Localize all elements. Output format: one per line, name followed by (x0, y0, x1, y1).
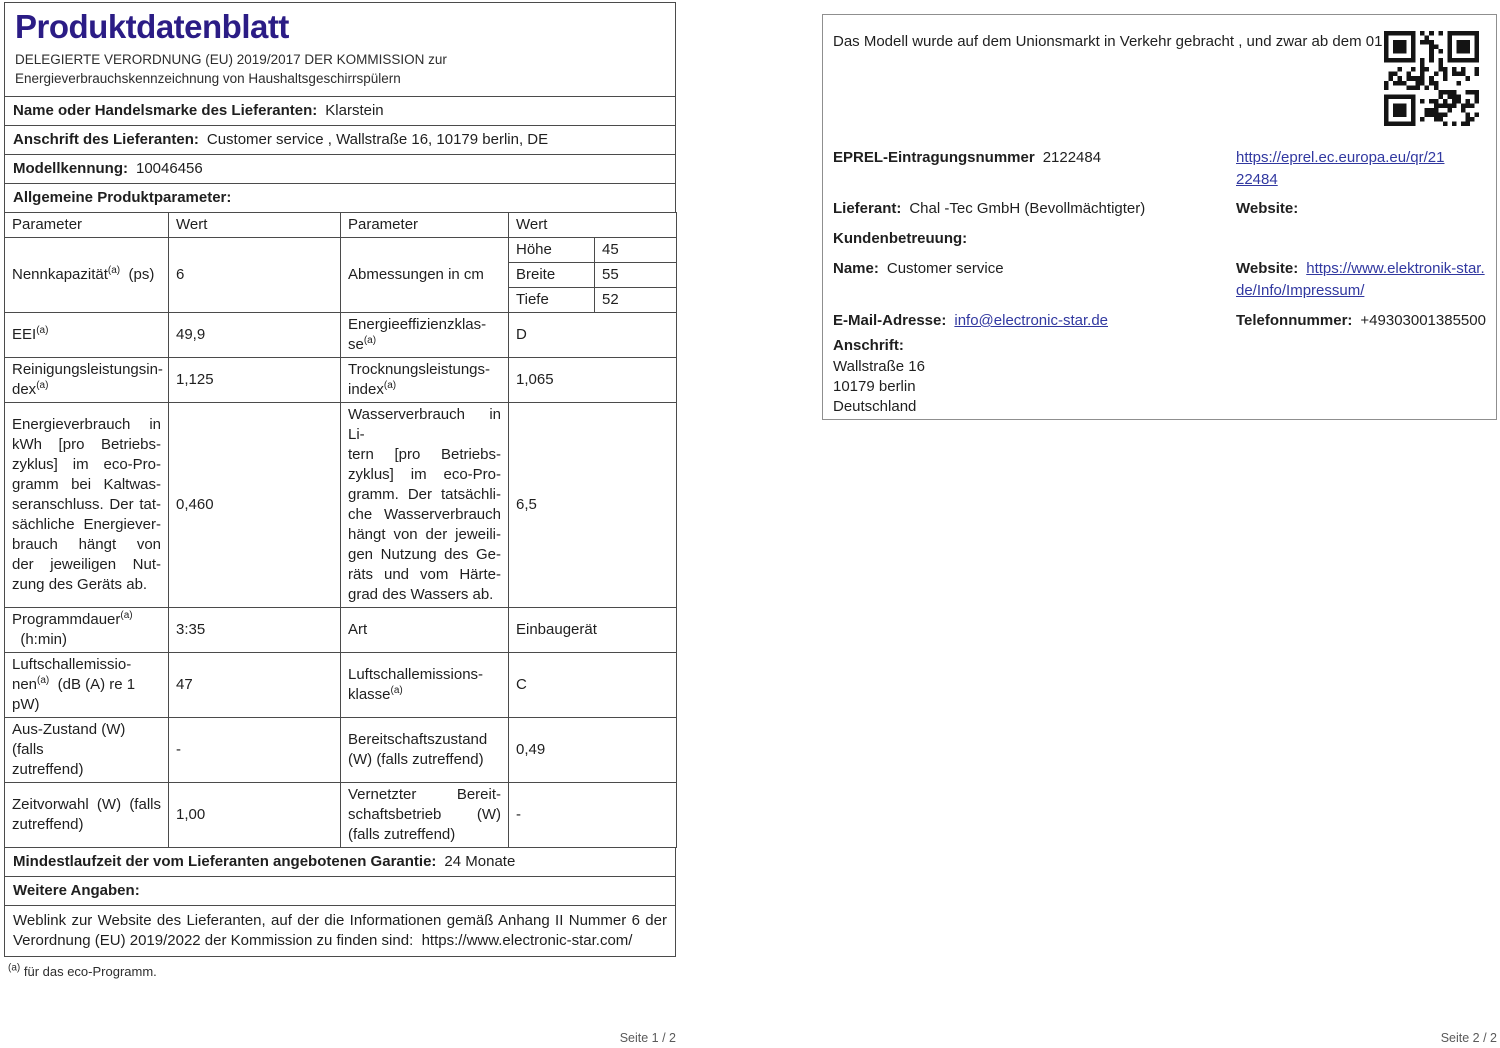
eprel-number-value: 2122484 (1042, 149, 1102, 166)
model-id-label: Modellkennung: (13, 160, 128, 177)
supplier-address-value: Customer service , Wallstraße 16, 10179 berlin, DE (206, 131, 549, 148)
page-2-footer: Seite 2 / 2 (1440, 1031, 1497, 1045)
value-cell-drying-index: 1,065 (509, 358, 677, 403)
supplier-value: Chal -Tec GmbH (Bevollmächtigter) (909, 200, 1146, 217)
value-cell-cleaning-index: 1,125 (169, 358, 341, 403)
contact-name-value: Customer service (886, 260, 1004, 277)
value-cell-capacity: 6 (169, 238, 341, 313)
param-cell-noise-emissions: Luftschallemissio- nen$^{(a)}$ (dB (A) re 1 pW) (5, 653, 169, 718)
value-cell-standby: 0,49 (509, 718, 677, 783)
supplier-name-label: Name oder Handelsmarke des Lieferanten: (13, 102, 318, 119)
eprel-number-label: EPREL-Eintragungsnummer (833, 149, 1035, 166)
param-cell-water-consumption: Wasserverbrauch in Li- tern [pro Betriebs- zyklus] im eco-Pro- gramm. Der tatsächli- che Wasserverbrauch hängt von der jeweili- gen Nutzung des Ge- räts und vom Härte- grad des Wassers ab. (341, 403, 509, 608)
value-cell-energy-consumption: 0,460 (169, 403, 341, 608)
dim-label-breite: Breite (509, 263, 595, 288)
param-cell-capacity: Nennkapazität$^{(a)}$ (ps) (5, 238, 169, 313)
param-cell-eei: EEI$^{(a)}$ (5, 313, 169, 358)
value-cell-delay-start: 1,00 (169, 783, 341, 848)
warranty-label: Mindestlaufzeit der vom Lieferanten angebotenen Garantie: (13, 853, 437, 870)
supplier-label: Lieferant: (833, 200, 902, 217)
col-header-parameter-1: Parameter (5, 213, 169, 238)
eprel-number-row (833, 147, 1101, 169)
value-cell-off-mode: - (169, 718, 341, 783)
market-placement-text: Das Modell wurde auf dem Unionsmarkt in Verkehr gebracht , und zwar ab dem 01 (833, 33, 1383, 50)
table-header-row (5, 213, 677, 238)
supplier-address-row (4, 125, 676, 155)
postal-address-heading: Anschrift: (833, 337, 904, 354)
warranty-row (4, 847, 676, 877)
dim-label-hoehe: Höhe (509, 238, 595, 263)
contact-name-label: Name: (833, 260, 879, 277)
email-label: E-Mail-Adresse: (833, 312, 947, 329)
header-section (4, 2, 676, 97)
phone-value: +49303001385500 (1360, 312, 1486, 329)
param-cell-energy-consumption: Energieverbrauch in kWh [pro Betriebs- zyklus] im eco-Pro- gramm bei Kaltwas- seranschluss. Der tat- sächliche Energiever- brauch hängt von der jeweiligen Nut- zung des Geräts ab. (5, 403, 169, 608)
weblink-row: Weblink zur Website des Lieferanten, auf der die Informationen gemäß Anhang II Nummer 6 der Verordnung (EU) 2019/2022 der Kommission zu finden sind: https://www.electronic-star.com/ (4, 905, 676, 957)
impressum-link-line-1[interactable]: https://www.elektronik-star. (1306, 260, 1485, 277)
value-cell-noise-class: C (509, 653, 677, 718)
table-row-eei (5, 313, 677, 358)
col-header-wert-2: Wert (509, 213, 677, 238)
more-info-heading: Weitere Angaben: (4, 876, 676, 906)
email-row (833, 310, 1108, 332)
dim-value-tiefe: 52 (595, 288, 677, 313)
footnote-eco-program: $^{(a)}$ für das eco-Programm. (8, 962, 157, 979)
product-datasheet-page-1 (4, 2, 676, 979)
table-row-noise (5, 653, 677, 718)
value-cell-networked-standby: - (509, 783, 677, 848)
param-cell-networked-standby: Vernetzter Bereit- schaftsbetrieb (W) (falls zutreffend) (341, 783, 509, 848)
eprel-qr-link[interactable]: https://eprel.ec.europa.eu/qr/21 22484 (1236, 149, 1445, 188)
value-cell-type: Einbaugerät (509, 608, 677, 653)
table-row-delay-networked (5, 783, 677, 848)
warranty-value: 24 Monate (444, 853, 516, 870)
dim-label-tiefe: Tiefe (509, 288, 595, 313)
value-cell-energy-class: D (509, 313, 677, 358)
col-header-wert-1: Wert (169, 213, 341, 238)
product-datasheet-page-2 (822, 14, 1497, 420)
website-label-2: Website: (1236, 260, 1299, 277)
phone-row (1236, 310, 1486, 332)
param-cell-delay-start: Zeitvorwahl (W) (falls zutreffend) (5, 783, 169, 848)
page-title: Produktdatenblatt (15, 8, 289, 45)
impressum-link-line-2[interactable]: de/Info/Impressum/ (1236, 282, 1365, 299)
value-cell-noise-emissions: 47 (169, 653, 341, 718)
supplier-address-label: Anschrift des Lieferanten: (13, 131, 199, 148)
regulation-subtitle: DELEGIERTE VERORDNUNG (EU) 2019/2017 DER KOMMISSION zur Energieverbrauchskennzeichnung von Haushaltsgeschirrspülern (15, 52, 447, 86)
qr-code-icon (1384, 31, 1479, 126)
table-row-duration-type (5, 608, 677, 653)
phone-label: Telefonnummer: (1236, 312, 1353, 329)
param-cell-off-mode: Aus-Zustand (W) (falls zutreffend) (5, 718, 169, 783)
param-cell-program-duration: Programmdauer$^{(a)}$ (h:min) (5, 608, 169, 653)
param-cell-type: Art (341, 608, 509, 653)
supplier-name-row (4, 96, 676, 126)
website-label-1: Website: (1236, 200, 1299, 217)
customer-care-heading: Kundenbetreuung: (833, 230, 968, 247)
table-row-energy-water (5, 403, 677, 608)
table-row-capacity-dims (5, 238, 677, 263)
website-row-1 (1236, 198, 1298, 220)
dim-value-breite: 55 (595, 263, 677, 288)
contact-name-row (833, 258, 1004, 280)
param-cell-drying-index: Trocknungsleistungs- index$^{(a)}$ (341, 358, 509, 403)
email-link[interactable]: info@electronic-star.de (954, 312, 1109, 329)
value-cell-program-duration: 3:35 (169, 608, 341, 653)
param-cell-noise-class: Luftschallemissions- klasse$^{(a)}$ (341, 653, 509, 718)
col-header-parameter-2: Parameter (341, 213, 509, 238)
postal-address-lines: Wallstraße 16 10179 berlin Deutschland (833, 358, 925, 415)
param-cell-energy-class: Energieeffizienzklas- $se^{(a)}$ (341, 313, 509, 358)
supplier-name-value: Klarstein (325, 102, 384, 119)
supplier-row (833, 198, 1145, 220)
param-cell-cleaning-index: Reinigungsleistungsin- dex$^{(a)}$ (5, 358, 169, 403)
dim-value-hoehe: 45 (595, 238, 677, 263)
model-id-row (4, 154, 676, 184)
param-cell-standby: Bereitschaftszustand (W) (falls zutreffend) (341, 718, 509, 783)
website-row-2 (1236, 258, 1498, 302)
model-id-value: 10046456 (136, 160, 203, 177)
table-row-off-standby (5, 718, 677, 783)
parameters-table (4, 212, 677, 848)
page-1-footer: Seite 1 / 2 (619, 1031, 676, 1045)
value-cell-eei: 49,9 (169, 313, 341, 358)
table-row-cleaning-index (5, 358, 677, 403)
general-params-heading: Allgemeine Produktparameter: (4, 183, 676, 213)
param-cell-dimensions: Abmessungen in cm (341, 238, 509, 313)
value-cell-water-consumption: 6,5 (509, 403, 677, 608)
